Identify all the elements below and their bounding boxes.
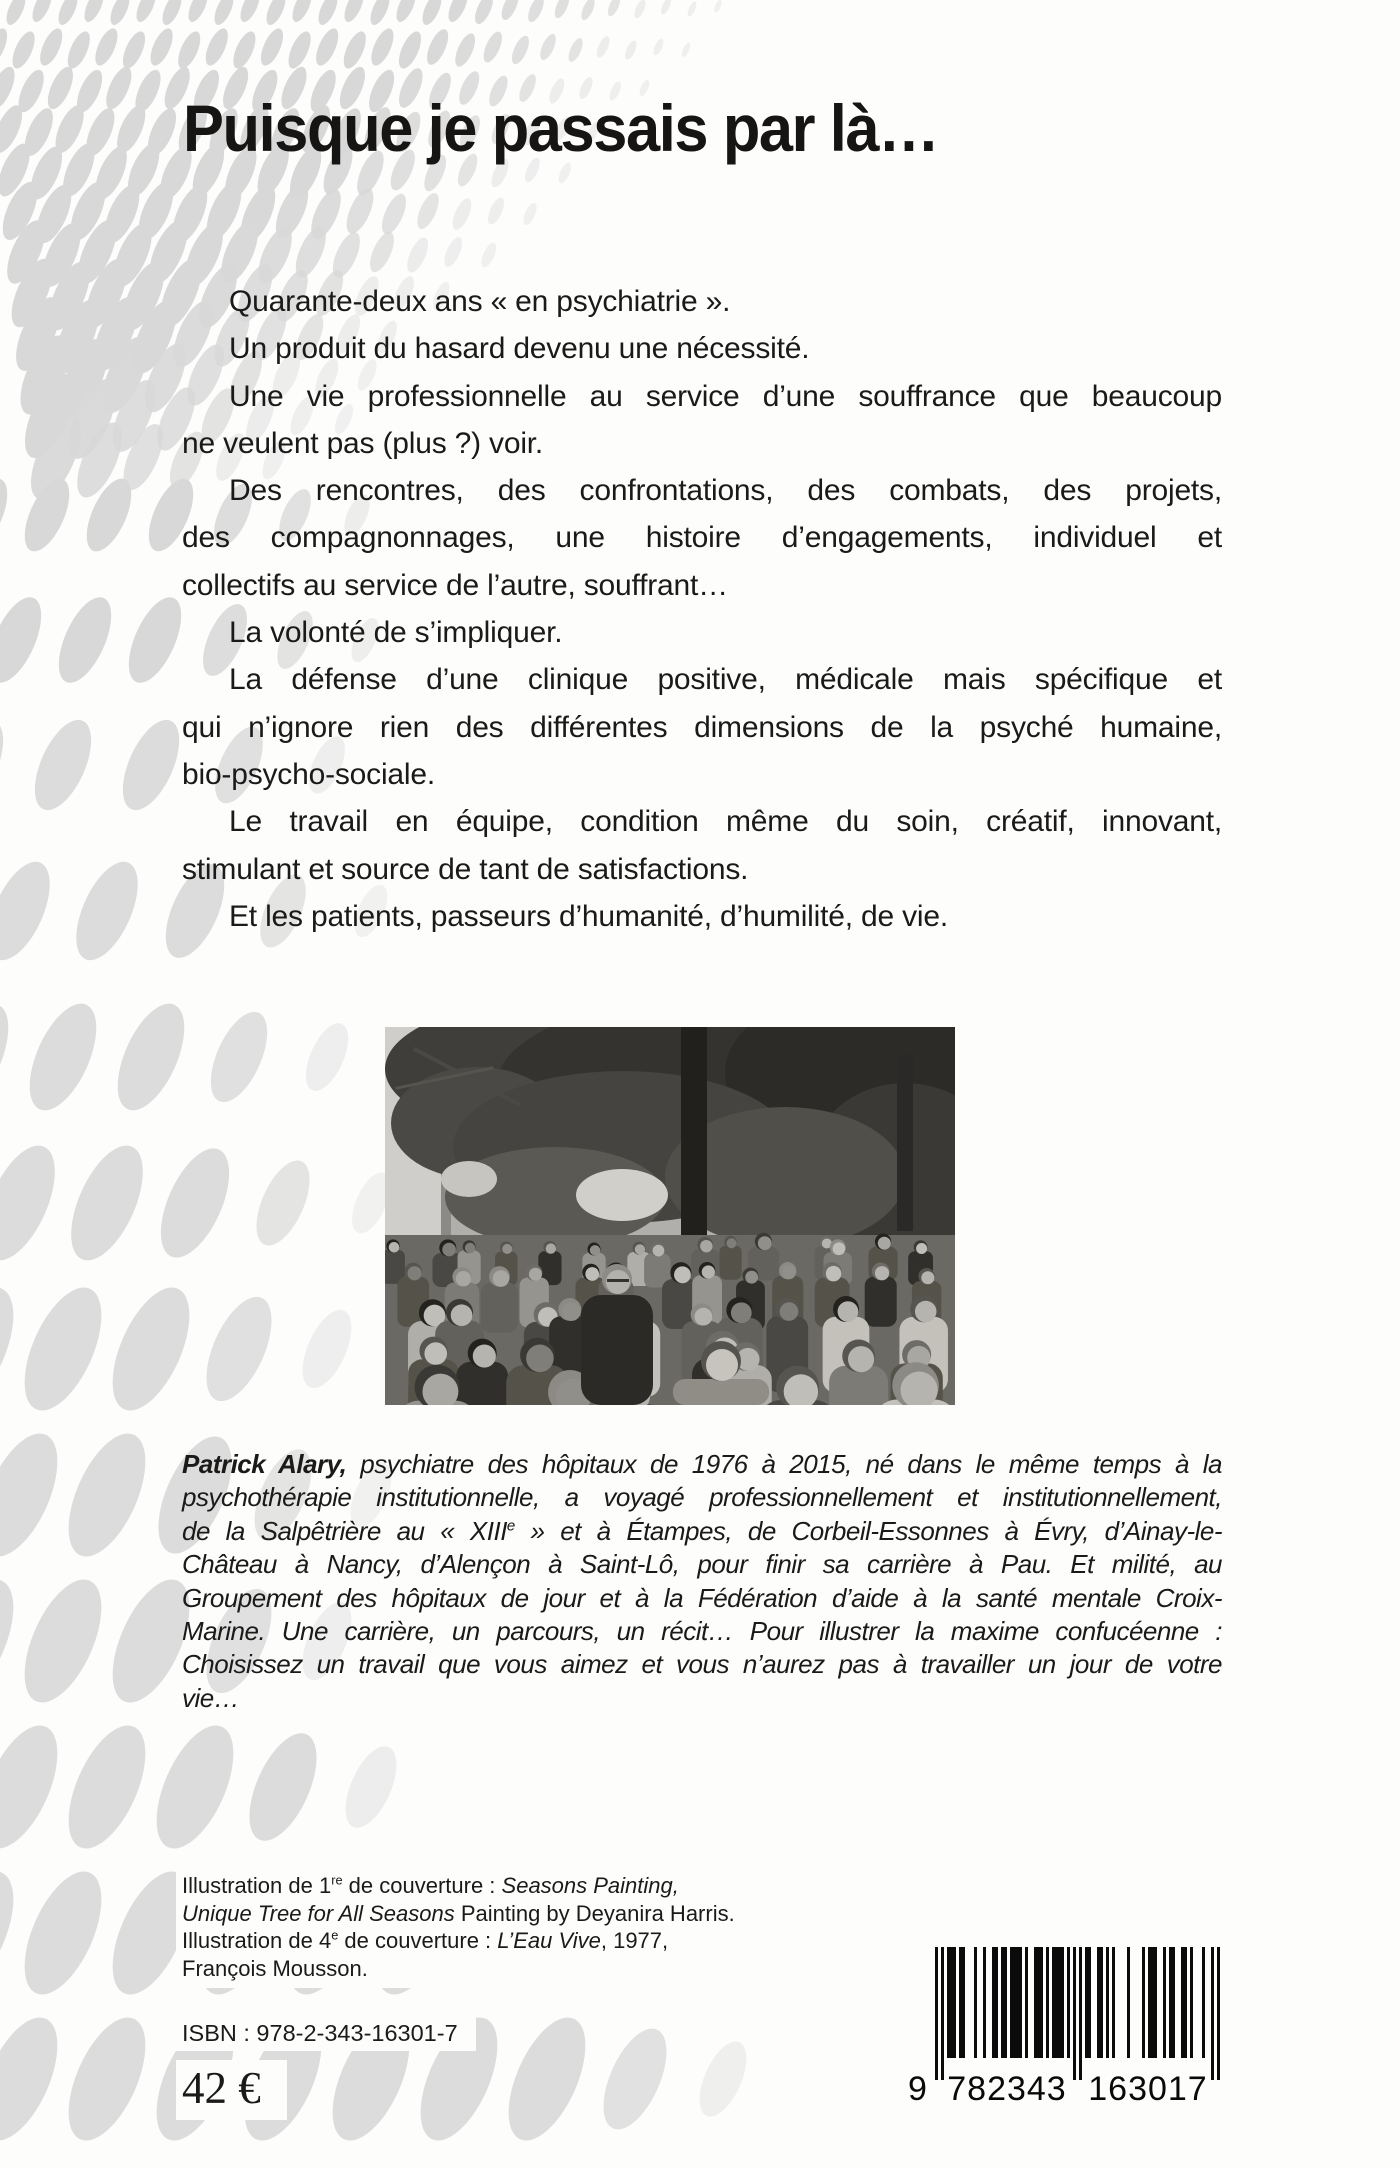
barcode-digits: [905, 2070, 1223, 2112]
bio-line: Patrick Alary, psychiatre des hôpitaux de 1976 à 2015, né dans le même temps à la: [182, 1449, 1223, 1479]
synopsis-line: qui n’ignore rien des différentes dimensions de la psyché humaine,: [182, 710, 1222, 744]
synopsis-line: ne veulent pas (plus ?) voir.: [182, 426, 544, 460]
synopsis-line: bio-psycho-sociale.: [182, 757, 435, 791]
book-title: Puisque je passais par là…: [183, 91, 939, 165]
bio-line: Marine. Une carrière, un parcours, un récit… Pour illustrer la maxime confucéenne :: [182, 1616, 1222, 1647]
credit-line: François Mousson.: [182, 1955, 368, 1981]
synopsis-line: Et les patients, passeurs d’humanité, d’humilité, de vie.: [229, 899, 948, 933]
synopsis-line: Une vie professionnelle au service d’une souffrance que beaucoup: [229, 379, 1222, 413]
synopsis-line: La défense d’une clinique positive, médicale mais spécifique et: [229, 663, 1222, 697]
crowd-photograph-image: [385, 1027, 955, 1405]
credit-line: Illustration de 4e de couverture : L’Eau Vive, 1977,: [182, 1927, 669, 1954]
barcode-digit-first: 9: [908, 2070, 928, 2108]
author-bio: [182, 1448, 1222, 1715]
crowd-photograph: [385, 1027, 955, 1405]
synopsis-line: Quarante-deux ans « en psychiatrie ».: [229, 285, 731, 318]
barcode-bars: [905, 1944, 1223, 2084]
bio-line: vie…: [182, 1682, 240, 1713]
isbn-line: ISBN : 978-2-343-16301-7: [176, 2016, 476, 2051]
synopsis-line: collectifs au service de l’autre, souffrant…: [182, 568, 728, 602]
credit-line: Illustration de 1re de couverture : Seasons Painting,: [182, 1872, 679, 1898]
bio-line: Château à Nancy, d’Alençon à Saint-Lô, pour finir sa carrière à Pau. Et milité, au: [182, 1549, 1222, 1580]
synopsis-line: Des rencontres, des confrontations, des combats, des projets,: [229, 474, 1222, 508]
synopsis-line: des compagnonnages, une histoire d’engagements, individuel et: [182, 521, 1222, 555]
ean-barcode: [905, 1944, 1223, 2112]
bio-line: Choisissez un travail que vous aimez et vous n’aurez pas à travailler un jour de votre: [182, 1649, 1222, 1680]
synopsis-line: Le travail en équipe, condition même du soin, créatif, innovant,: [229, 805, 1222, 839]
bio-line: de la Salpêtrière au « XIIIe » et à Étampes, de Corbeil-Essonnes à Évry, d’Ainay-le-: [182, 1515, 1222, 1546]
synopsis-line: La volonté de s’impliquer.: [229, 616, 563, 650]
barcode-digits-left: 782343: [947, 2070, 1067, 2108]
credit-line: Unique Tree for All Seasons Painting by Deyanira Harris.: [182, 1900, 735, 1926]
synopsis-line: Un produit du hasard devenu une nécessité.: [229, 332, 810, 366]
bio-line: Groupement des hôpitaux de jour et à la Fédération d’aide à la santé mentale Croix-: [182, 1582, 1222, 1613]
price: 42 €: [176, 2060, 287, 2120]
synopsis-line: stimulant et source de tant de satisfactions.: [182, 852, 749, 886]
barcode-digits-right: 163017: [1088, 2070, 1208, 2108]
synopsis: [182, 278, 1222, 940]
bio-line: psychothérapie institutionnelle, a voyagé professionnellement et institutionnellement,: [182, 1482, 1222, 1513]
illustration-credits: [176, 1868, 751, 1988]
